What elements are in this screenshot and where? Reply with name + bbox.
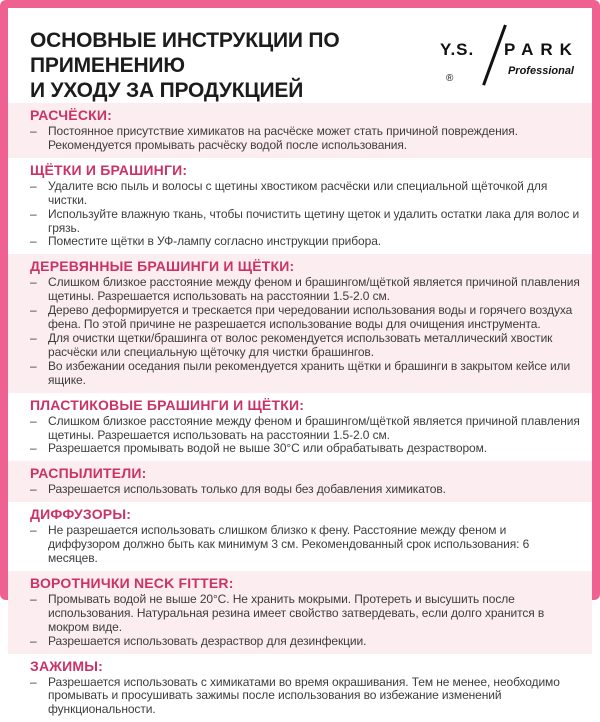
- registered-trademark-icon: ®: [446, 73, 454, 84]
- list-item: [30, 593, 580, 635]
- ys-park-logo: [440, 28, 579, 86]
- bullet-text: Дерево деформируется и трескается при чередовании использования воды и горячего воздуха фена. По этой причине не разрешается использование воды для очищения инструмента.: [48, 303, 573, 332]
- bullet-dash-icon: –: [30, 178, 37, 193]
- bullet-dash-icon: –: [30, 674, 37, 689]
- bullet-list: [30, 276, 580, 387]
- bullet-text: Постоянное присутствие химикатов на расчёске может стать причиной повреждения. Рекомендуется промывать расчёску водой после использования.: [48, 124, 518, 152]
- section-combs: [8, 103, 592, 158]
- bullet-dash-icon: –: [30, 413, 37, 428]
- list-item: [30, 125, 580, 153]
- section-heading: ДИФФУЗОРЫ:: [30, 506, 132, 523]
- bullet-dash-icon: –: [30, 330, 37, 345]
- bullet-text: Промывать водой не выше 20°C. Не хранить мокрыми. Протереть и высушить после использования. Натуральная резина имеет свойство затвердевать, если долго хранится в мокром виде.: [48, 591, 545, 634]
- section-wooden-brushes: [8, 254, 592, 392]
- bullet-text: Для очистки щетки/брашинга от волос рекомендуется использовать металлический хвостик расчёски или специальную щёточку для чистки брашингов.: [48, 330, 553, 359]
- bullet-dash-icon: –: [30, 482, 37, 497]
- list-item: [30, 360, 580, 388]
- list-item: [30, 524, 580, 566]
- bullet-text: Используйте влажную ткань, чтобы почистить щетину щеток и удалить остатки лака для волос и грязь.: [48, 206, 580, 235]
- bullet-dash-icon: –: [30, 441, 37, 456]
- list-item: [30, 442, 580, 456]
- bullet-dash-icon: –: [30, 234, 37, 249]
- section-diffusers: [8, 502, 592, 571]
- bullet-list: [30, 125, 580, 153]
- bullet-text: Не разрешается использовать слишком близко к фену. Расстояние между феном и диффузором должно быть как минимум 3 см. Рекомендованный срок использования: 6 месяцев.: [48, 523, 530, 566]
- section-neck-fitter: [8, 571, 592, 654]
- bullet-list: [30, 180, 580, 250]
- list-item: [30, 483, 580, 497]
- bullet-text: Разрешается использовать дезраствор для дезинфекции.: [48, 633, 367, 648]
- page-title: [30, 28, 440, 103]
- title-line-2: И УХОДУ ЗА ПРОДУКЦИЕЙ: [30, 79, 304, 102]
- bullet-list: [30, 593, 580, 649]
- sections: [8, 103, 592, 722]
- section-heading: ЩЁТКИ И БРАШИНГИ:: [30, 161, 188, 178]
- bullet-text: Разрешается промывать водой не выше 30°C или обрабатывать дезраствором.: [48, 441, 487, 456]
- logo-ys-text: Y.S.: [440, 40, 475, 59]
- instruction-card: [8, 8, 592, 717]
- bullet-dash-icon: –: [30, 124, 37, 138]
- bullet-text: Разрешается использовать только для воды без добавления химикатов.: [48, 482, 446, 497]
- list-item: [30, 208, 580, 236]
- logo-professional-text: Professional: [507, 65, 574, 77]
- bullet-list: [30, 524, 580, 566]
- list-item: [30, 332, 580, 360]
- section-sprayers: [8, 461, 592, 502]
- bullet-list: [30, 483, 580, 497]
- bullet-dash-icon: –: [30, 523, 37, 538]
- bullet-dash-icon: –: [30, 206, 37, 221]
- bullet-dash-icon: –: [30, 358, 37, 373]
- bullet-dash-icon: –: [30, 275, 37, 290]
- title-line-1: ОСНОВНЫЕ ИНСТРУКЦИИ ПО ПРИМЕНЕНИЮ: [30, 29, 340, 77]
- bullet-text: Во избежании оседания пыли рекомендуется хранить щётки и брашинги в закрытом кейсе или ящике.: [48, 358, 571, 387]
- bullet-dash-icon: –: [30, 591, 37, 606]
- list-item: [30, 304, 580, 332]
- logo-park-text: PARK: [504, 40, 579, 59]
- list-item: [30, 180, 580, 208]
- section-plastic-brushes: [8, 393, 592, 462]
- bullet-list: [30, 676, 580, 718]
- section-heading: РАСЧЁСКИ:: [30, 107, 113, 123]
- list-item: [30, 635, 580, 649]
- section-heading: ЗАЖИМЫ:: [30, 657, 104, 674]
- section-heading: ВОРОТНИЧКИ NECK FITTER:: [30, 574, 234, 591]
- section-heading: ПЛАСТИКОВЫЕ БРАШИНГИ И ЩЁТКИ:: [30, 396, 305, 413]
- list-item: [30, 415, 580, 443]
- list-item: [30, 235, 580, 249]
- bullet-text: Разрешается использовать с химикатами во время окрашивания. Тем не менее, необходимо промывать и просушивать зажимы после использования во избежание изменений функциональности.: [48, 674, 560, 717]
- bullet-dash-icon: –: [30, 633, 37, 648]
- section-brushes: [8, 158, 592, 255]
- bullet-text: Слишком близкое расстояние между феном и брашингом/щёткой является причиной плавления щетины. Разрешается использовать на расстоянии 1.5-2.0 см.: [48, 275, 580, 304]
- header: [8, 8, 592, 103]
- logo-slash-icon: [482, 25, 506, 86]
- bullet-text: Удалите всю пыль и волосы с щетины хвостиком расчёски или специальной щёточкой для чистки.: [48, 178, 548, 207]
- section-heading: ДЕРЕВЯННЫЕ БРАШИНГИ И ЩЁТКИ:: [30, 258, 295, 275]
- bullet-list: [30, 415, 580, 457]
- list-item: [30, 676, 580, 718]
- bullet-text: Поместите щётки в УФ-лампу согласно инструкции прибора.: [48, 234, 381, 249]
- list-item: [30, 276, 580, 304]
- section-heading: РАСПЫЛИТЕЛИ:: [30, 465, 147, 482]
- bullet-dash-icon: –: [30, 303, 37, 318]
- bullet-text: Слишком близкое расстояние между феном и брашингом/щёткой является причиной плавления щетины. Разрешается использовать на расстоянии 1.5-2.0 см.: [48, 413, 580, 442]
- section-clips: [8, 654, 592, 722]
